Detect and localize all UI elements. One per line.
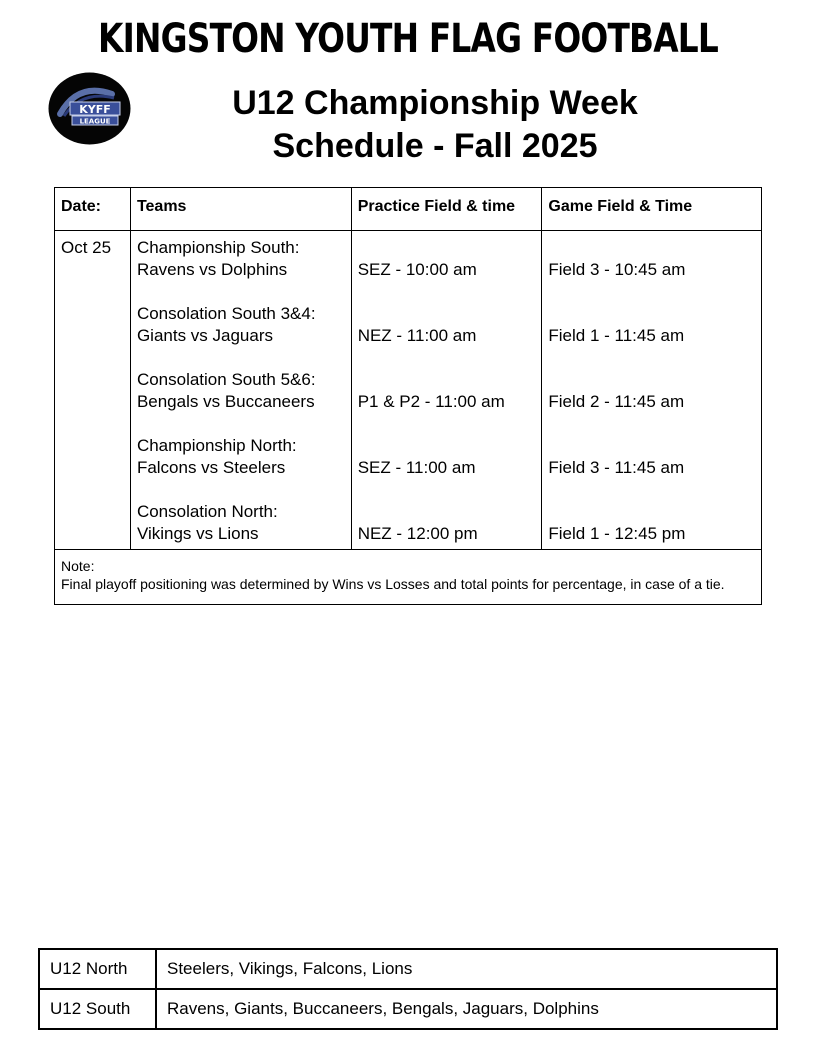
game-time: Field 1 - 11:45 am	[548, 326, 685, 345]
league-logo	[48, 72, 131, 145]
league-title: KINGSTON YOUTH FLAG FOOTBALL	[98, 16, 718, 62]
game-label: Consolation North:	[136, 502, 278, 521]
teams-cell	[130, 231, 351, 550]
division-teams: Steelers, Vikings, Falcons, Lions	[156, 949, 777, 989]
note-text: Final playoff positioning was determined by Wins vs Losses and total points for percentage, in case of a tie.	[61, 576, 725, 592]
note-row	[55, 550, 762, 605]
division-name: U12 North	[39, 949, 156, 989]
title-line-2: Schedule - Fall 2025	[272, 127, 598, 165]
game-time: Field 2 - 11:45 am	[548, 392, 685, 411]
game-teams: Giants vs Jaguars	[136, 326, 273, 345]
practice-time: P1 & P2 - 11:00 am	[357, 392, 505, 411]
divisions-table	[38, 948, 778, 1030]
game-time: Field 1 - 12:45 pm	[548, 524, 686, 543]
division-teams: Ravens, Giants, Buccaneers, Bengals, Jaguars, Dolphins	[156, 989, 777, 1029]
game-teams: Bengals vs Buccaneers	[136, 392, 315, 411]
practice-cell	[351, 231, 542, 550]
game-label: Championship South:	[136, 238, 300, 257]
game-time: Field 3 - 11:45 am	[548, 458, 685, 477]
note-label: Note:	[61, 558, 95, 574]
practice-time: NEZ - 12:00 pm	[357, 524, 478, 543]
schedule-table	[54, 187, 762, 605]
header-teams: Teams	[130, 188, 351, 231]
game-teams: Ravens vs Dolphins	[136, 260, 288, 279]
schedule-header-row	[55, 188, 762, 231]
date-cell	[55, 231, 131, 550]
schedule-body-row	[55, 231, 762, 550]
division-row	[39, 989, 777, 1029]
game-time: Field 3 - 10:45 am	[548, 260, 686, 279]
game-teams: Vikings vs Lions	[136, 524, 259, 543]
title-line-1: U12 Championship Week	[232, 84, 638, 122]
header-practice: Practice Field & time	[351, 188, 542, 231]
division-row	[39, 949, 777, 989]
practice-time: SEZ - 10:00 am	[357, 260, 477, 279]
header-date: Date:	[55, 188, 131, 231]
game-date: Oct 25	[61, 238, 112, 257]
game-label: Championship North:	[136, 436, 297, 455]
header-game: Game Field & Time	[542, 188, 762, 231]
game-label: Consolation South 5&6:	[136, 370, 316, 389]
game-label: Consolation South 3&4:	[136, 304, 316, 323]
practice-time: SEZ - 11:00 am	[357, 458, 476, 477]
logo-text-top: KYFF	[79, 103, 111, 116]
practice-time: NEZ - 11:00 am	[357, 326, 477, 345]
game-cell	[542, 231, 762, 550]
game-teams: Falcons vs Steelers	[136, 458, 286, 477]
note-cell	[55, 550, 762, 605]
page-title	[150, 82, 720, 168]
logo-text-bottom: LEAGUE	[79, 117, 111, 126]
division-name: U12 South	[39, 989, 156, 1029]
